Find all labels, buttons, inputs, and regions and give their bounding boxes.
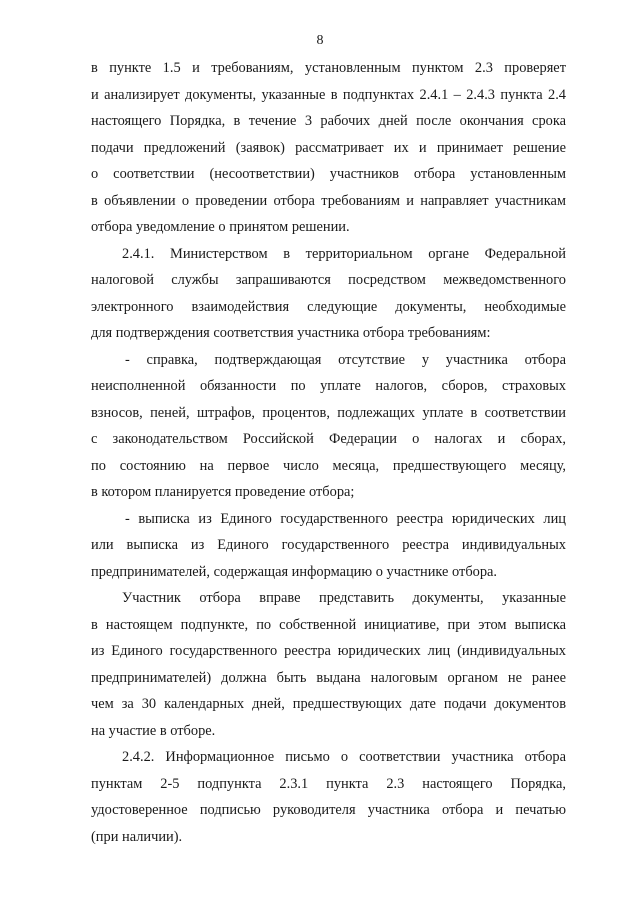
text-line: или выписка из Единого государственного реестра индивидуальных xyxy=(91,537,566,553)
text-line: в пункте 1.5 и требованиям, установленным пунктом 2.3 проверяет xyxy=(91,60,566,76)
text-line: предпринимателей, содержащая информацию о участнике отбора. xyxy=(91,564,498,580)
text-line: в настоящем подпункте, по собственной инициативе, при этом выписка xyxy=(91,617,566,633)
text-line: предпринимателей) должна быть выдана налоговым органом не ранее xyxy=(91,670,566,686)
text-line: Участник отбора вправе представить документы, указанные xyxy=(122,590,566,606)
text-line: налоговой службы запрашиваются посредством межведомственного xyxy=(91,272,566,288)
text-line: - справка, подтверждающая отсутствие у участника отбора xyxy=(125,352,566,368)
text-line: электронного взаимодействия следующие документы, необходимые xyxy=(91,299,566,315)
text-line: - выписка из Единого государственного реестра юридических лиц xyxy=(125,511,566,527)
text-line: о соответствии (несоответствии) участников отбора установленным xyxy=(91,166,566,182)
text-line: неисполненной обязанности по уплате налогов, сборов, страховых xyxy=(91,378,566,394)
text-line: в котором планируется проведение отбора; xyxy=(91,484,355,500)
text-line: с законодательством Российской Федерации о налогах и сборах, xyxy=(91,431,566,447)
text-line: чем за 30 календарных дней, предшествующих дате подачи документов xyxy=(91,696,566,712)
page-number: 8 xyxy=(316,33,324,48)
text-line: (при наличии). xyxy=(91,829,183,845)
text-line: подачи предложений (заявок) рассматривает их и принимает решение xyxy=(91,140,566,156)
text-line: по состоянию на первое число месяца, предшествующего месяцу, xyxy=(91,458,566,474)
text-line: отбора уведомление о принятом решении. xyxy=(91,219,350,235)
text-line: и анализирует документы, указанные в подпунктах 2.4.1 – 2.4.3 пункта 2.4 xyxy=(91,87,566,103)
text-line: на участие в отборе. xyxy=(91,723,216,739)
text-line: из Единого государственного реестра юридических лиц (индивидуальных xyxy=(91,643,566,659)
text-line: удостоверенное подписью руководителя участника отбора и печатью xyxy=(91,802,566,818)
text-line: для подтверждения соответствия участника отбора требованиям: xyxy=(91,325,491,341)
text-line: настоящего Порядка, в течение 3 рабочих дней после окончания срока xyxy=(91,113,566,129)
text-line: пунктам 2-5 подпункта 2.3.1 пункта 2.3 настоящего Порядка, xyxy=(91,776,566,792)
text-line: 2.4.1. Министерством в территориальном органе Федеральной xyxy=(122,246,566,262)
text-line: 2.4.2. Информационное письмо о соответствии участника отбора xyxy=(122,749,566,765)
text-line: в объявлении о проведении отбора требованиям и направляет участникам xyxy=(91,193,566,209)
text-line: взносов, пеней, штрафов, процентов, подлежащих уплате в соответствии xyxy=(91,405,566,421)
